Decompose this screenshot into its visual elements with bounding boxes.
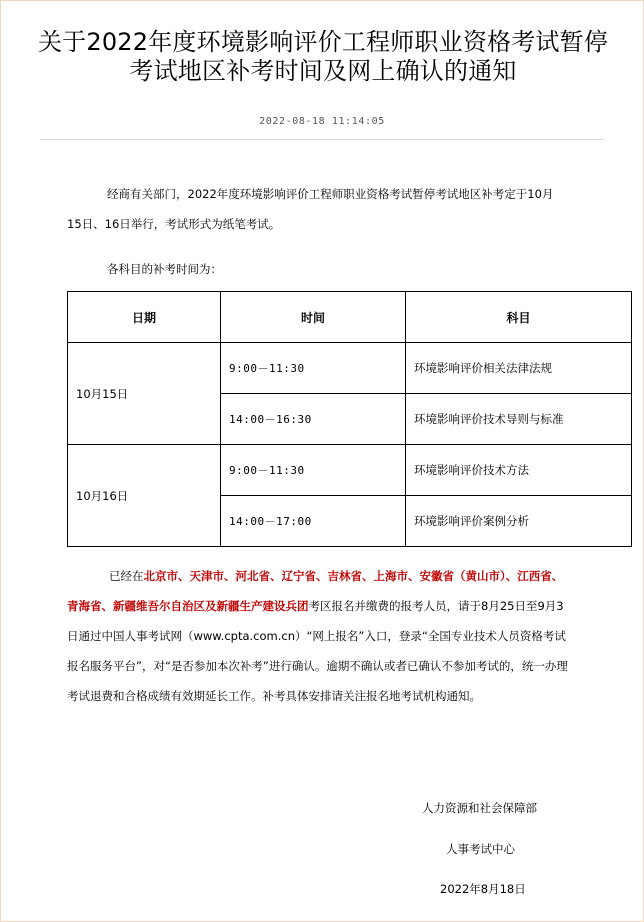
- intro-paragraph: 经商有关部门，2022年度环境影响评价工程师职业资格考试暂停考试地区补考定于10月15日、16日举行，考试形式为纸笔考试。: [67, 187, 554, 231]
- time-cell: 14:00－16:30: [221, 394, 406, 445]
- date-cell: 10月16日: [68, 445, 221, 547]
- signature-suborg: 人事考试中心: [446, 842, 515, 856]
- signature-date: 2022年8月18日: [440, 882, 526, 896]
- table-row: [68, 445, 632, 496]
- highlighted-regions: 北京市、天津市、河北省、辽宁省、吉林省、上海市、安徽省（黄山市）、江西省、青海省、新疆维吾尔自治区及新疆生产建设兵团: [67, 569, 564, 613]
- notice-body: 考区报名并缴费的报考人员，请于8月25日至9月3日通过中国人事考试网（www.cpta.com.cn）“网上报名”入口，登录“全国专业技术人员资格考试报名服务平台”，对“是否参加本次补考”进行确认。逾期不确认或者已确认不参加考试的，统一办理考试退费和合格成绩有效期延长工作。补考具体安排请关注报名地考试机构通知。: [67, 599, 568, 703]
- time-cell: 9:00－11:30: [221, 343, 406, 394]
- schedule-table: [67, 291, 632, 547]
- subject-cell: 环境影响评价技术导则与标准: [406, 394, 632, 445]
- header-date: 日期: [68, 292, 221, 343]
- publish-time: 2022-08-18 11:14:05: [259, 116, 385, 127]
- table-row: [68, 343, 632, 394]
- time-cell: 14:00－17:00: [221, 496, 406, 547]
- time-cell: 9:00－11:30: [221, 445, 406, 496]
- signature-org: 人力资源和社会保障部: [422, 801, 537, 815]
- header-subject: 科目: [406, 292, 632, 343]
- table-header-row: [68, 292, 632, 343]
- notice-lead: 已经在: [109, 569, 144, 583]
- subject-cell: 环境影响评价案例分析: [406, 496, 632, 547]
- divider: [40, 139, 604, 140]
- table-intro: 各科目的补考时间为：: [107, 262, 222, 276]
- subject-cell: 环境影响评价相关法律法规: [406, 343, 632, 394]
- notice-paragraph: [67, 561, 571, 711]
- date-cell: 10月15日: [68, 343, 221, 445]
- subject-cell: 环境影响评价技术方法: [406, 445, 632, 496]
- header-time: 时间: [221, 292, 406, 343]
- page-title: 关于2022年度环境影响评价工程师职业资格考试暂停考试地区补考时间及网上确认的通知: [37, 28, 609, 85]
